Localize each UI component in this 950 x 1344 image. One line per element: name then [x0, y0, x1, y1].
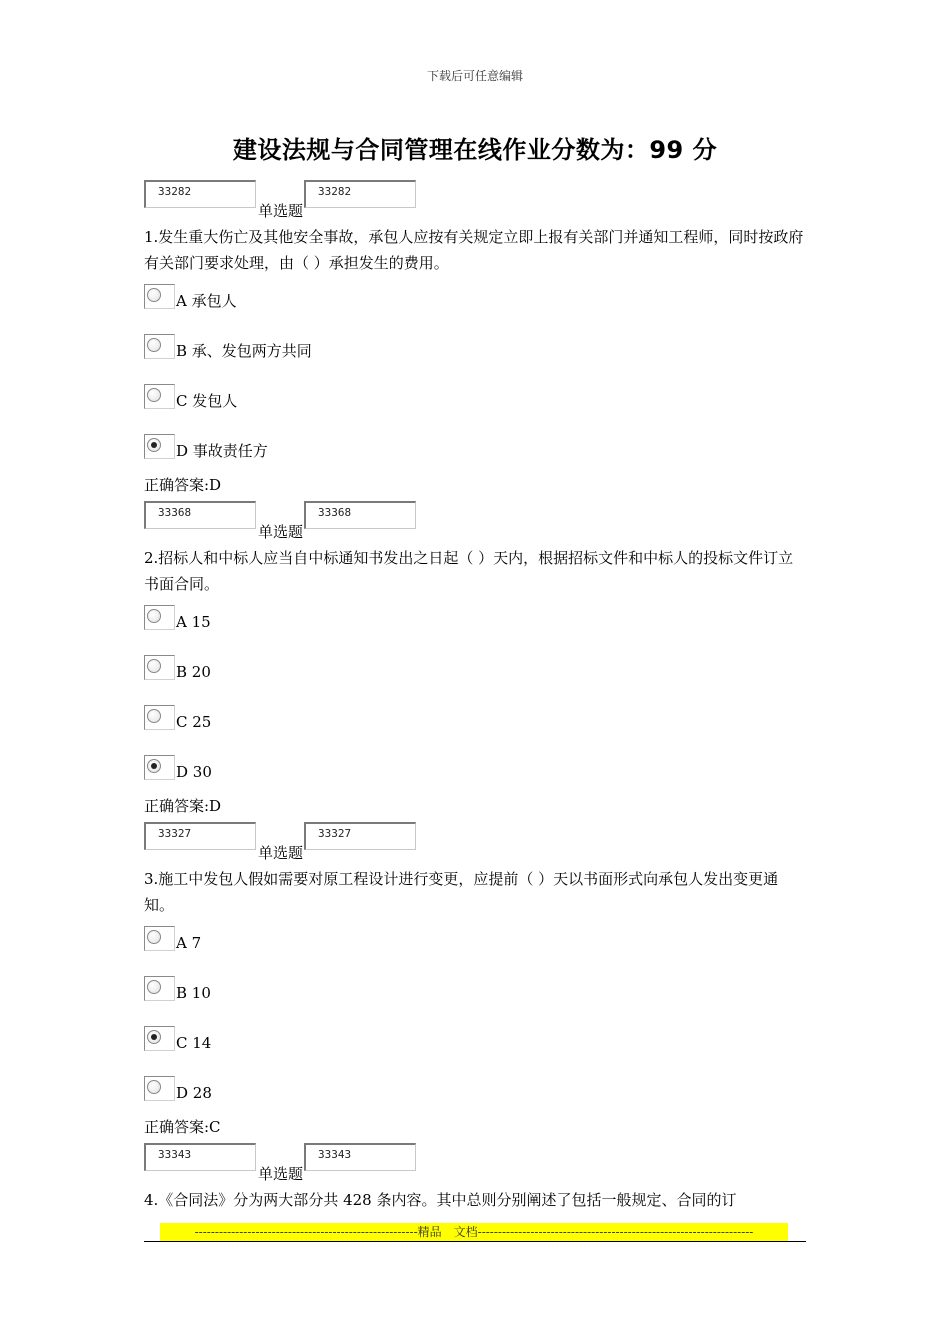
- page-title: 建设法规与合同管理在线作业分数为：99 分: [232, 136, 718, 164]
- question-id-field-left[interactable]: 33343: [144, 1143, 256, 1171]
- question-block: [144, 180, 808, 501]
- header-note: 下载后可任意编辑: [426, 69, 523, 83]
- answer-option[interactable]: [144, 605, 808, 655]
- answer-option[interactable]: [144, 334, 808, 384]
- question-type-label: 单选题: [258, 202, 304, 220]
- radio-selected-dot-icon: [151, 1034, 157, 1040]
- option-label: D 30: [176, 763, 212, 781]
- radio-button[interactable]: [144, 1026, 175, 1051]
- option-label: A 15: [176, 613, 211, 631]
- answer-option[interactable]: [144, 705, 808, 755]
- option-label: C 14: [176, 1034, 212, 1052]
- option-label: A 7: [176, 934, 202, 952]
- question-id-field-right[interactable]: 33327: [304, 822, 416, 850]
- radio-circle-icon: [147, 980, 161, 994]
- question-meta-row: [144, 501, 808, 541]
- correct-answer: 正确答案:C: [144, 1118, 221, 1136]
- answer-option[interactable]: [144, 655, 808, 705]
- option-label: B 20: [176, 663, 211, 681]
- radio-circle-icon: [147, 930, 161, 944]
- radio-button[interactable]: [144, 334, 175, 359]
- question-text: 2.招标人和中标人应当自中标通知书发出之日起（ ）天内，根据招标文件和中标人的投标文件订立书面合同。: [144, 549, 794, 593]
- answer-option[interactable]: [144, 384, 808, 434]
- question-text: 1.发生重大伤亡及其他安全事故，承包人应按有关规定立即上报有关部门并通知工程师，同时按政府有关部门要求处理，由（ ）承担发生的费用。: [144, 228, 804, 272]
- option-label: B 承、发包两方共同: [176, 342, 312, 360]
- correct-answer: 正确答案:D: [144, 797, 222, 815]
- radio-button[interactable]: [144, 384, 175, 409]
- radio-button[interactable]: [144, 434, 175, 459]
- radio-selected-dot-icon: [151, 763, 157, 769]
- option-label: D 28: [176, 1084, 212, 1102]
- radio-button[interactable]: [144, 605, 175, 630]
- question-id-field-left[interactable]: 33282: [144, 180, 256, 208]
- question-type-label: 单选题: [258, 1165, 304, 1183]
- footer-rule: [144, 1241, 806, 1242]
- radio-selected-dot-icon: [151, 442, 157, 448]
- radio-button[interactable]: [144, 284, 175, 309]
- question-id-field-right[interactable]: 33343: [304, 1143, 416, 1171]
- radio-circle-icon: [147, 659, 161, 673]
- option-label: C 发包人: [176, 392, 238, 410]
- radio-button[interactable]: [144, 755, 175, 780]
- correct-answer: 正确答案:D: [144, 476, 222, 494]
- footer-banner: -------------------------------------------------------精品 文档--------------------------------------------------------------------: [160, 1223, 788, 1241]
- question-block: [144, 822, 808, 1143]
- answer-option[interactable]: [144, 926, 808, 976]
- question-meta-row: [144, 1143, 808, 1183]
- answer-option[interactable]: [144, 1026, 808, 1076]
- radio-circle-icon: [147, 609, 161, 623]
- option-label: D 事故责任方: [176, 442, 268, 460]
- question-meta-row: [144, 180, 808, 220]
- question-text: 3.施工中发包人假如需要对原工程设计进行变更，应提前（ ）天以书面形式向承包人发出变更通知。: [144, 870, 779, 914]
- radio-circle-icon: [147, 709, 161, 723]
- radio-circle-icon: [147, 438, 161, 452]
- radio-circle-icon: [147, 759, 161, 773]
- question-id-field-left[interactable]: 33327: [144, 822, 256, 850]
- question-meta-row: [144, 822, 808, 862]
- quiz-content: [144, 180, 808, 1221]
- radio-circle-icon: [147, 288, 161, 302]
- question-type-label: 单选题: [258, 523, 304, 541]
- radio-circle-icon: [147, 1080, 161, 1094]
- question-id-field-right[interactable]: 33282: [304, 180, 416, 208]
- radio-circle-icon: [147, 1030, 161, 1044]
- radio-circle-icon: [147, 338, 161, 352]
- question-text: 4.《合同法》分为两大部分共 428 条内容。其中总则分别阐述了包括一般规定、合同的订: [144, 1191, 737, 1209]
- radio-circle-icon: [147, 388, 161, 402]
- radio-button[interactable]: [144, 655, 175, 680]
- question-id-field-right[interactable]: 33368: [304, 501, 416, 529]
- answer-option[interactable]: [144, 976, 808, 1026]
- question-type-label: 单选题: [258, 844, 304, 862]
- radio-button[interactable]: [144, 926, 175, 951]
- question-id-field-left[interactable]: 33368: [144, 501, 256, 529]
- radio-button[interactable]: [144, 1076, 175, 1101]
- option-label: A 承包人: [176, 292, 237, 310]
- radio-button[interactable]: [144, 976, 175, 1001]
- radio-button[interactable]: [144, 705, 175, 730]
- option-label: C 25: [176, 713, 212, 731]
- answer-option[interactable]: [144, 284, 808, 334]
- option-label: B 10: [176, 984, 211, 1002]
- question-block: [144, 1143, 808, 1213]
- question-block: [144, 501, 808, 822]
